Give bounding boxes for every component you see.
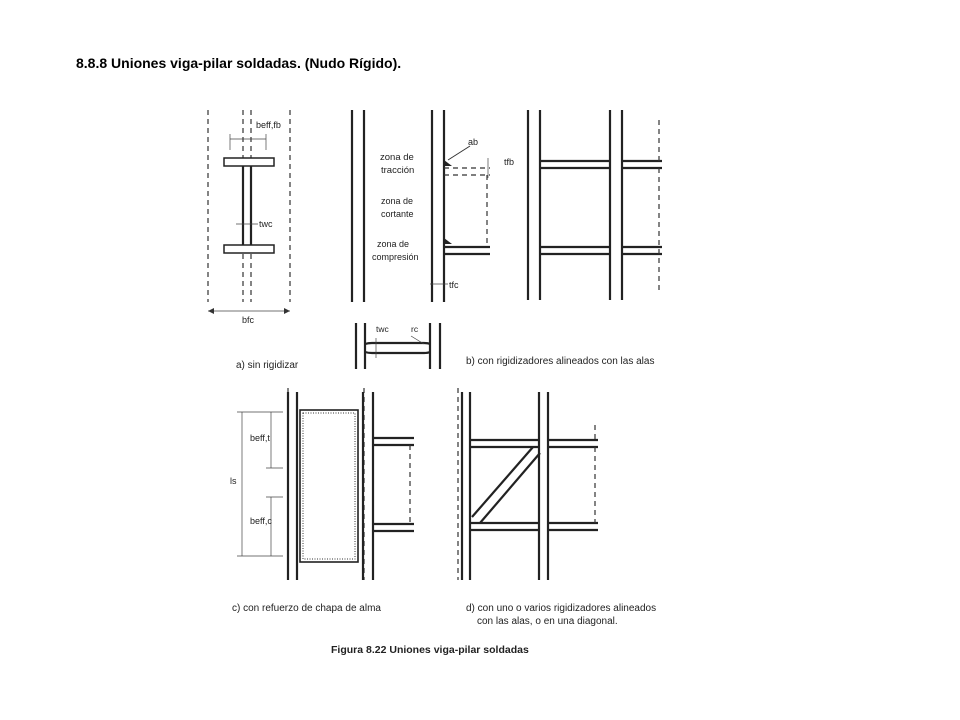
- caption-a: a) sin rigidizar: [236, 360, 299, 371]
- diagram-a-unstiffened: [208, 110, 290, 314]
- caption-c: c) con refuerzo de chapa de alma: [232, 603, 381, 614]
- label-rc: rc: [411, 324, 419, 334]
- column-cross-section: [356, 323, 440, 369]
- diagram-d-diagonal-stiffener: [458, 388, 598, 580]
- caption-d-line1: d) con uno o varios rigidizadores alineados: [466, 603, 657, 614]
- label-beff-c: beff,c: [250, 516, 272, 526]
- figure-caption: Figura 8.22 Uniones viga-pilar soldadas: [331, 644, 529, 656]
- label-tfc: tfc: [449, 280, 459, 290]
- zone-traccion-l1: zona de: [380, 152, 414, 163]
- caption-d-line2: con las alas, o en una diagonal.: [477, 616, 618, 627]
- diagram-b-flange-stiffeners: [528, 110, 662, 300]
- label-twc-section: twc: [376, 324, 389, 334]
- caption-b: b) con rigidizadores alineados con las alas: [466, 356, 655, 367]
- label-ls: ls: [230, 476, 237, 486]
- label-ab: ab: [468, 137, 479, 147]
- label-twc-a: twc: [259, 219, 273, 229]
- diagram-c-web-doubler-plate: [237, 388, 414, 580]
- label-bfc: bfc: [242, 315, 255, 325]
- zone-traccion-l2: tracción: [381, 165, 415, 176]
- zone-compresion-l1: zona de: [377, 239, 410, 249]
- label-beff-t: beff,t: [250, 433, 270, 443]
- zone-compresion-l2: compresión: [372, 252, 419, 262]
- zone-cortante-l1: zona de: [381, 196, 414, 206]
- slide-title: 8.8.8 Uniones viga-pilar soldadas. (Nudo Rígido).: [76, 55, 402, 71]
- zone-cortante-l2: cortante: [381, 209, 414, 219]
- label-beff-fb: beff,fb: [256, 120, 281, 130]
- label-tfb: tfb: [504, 157, 515, 167]
